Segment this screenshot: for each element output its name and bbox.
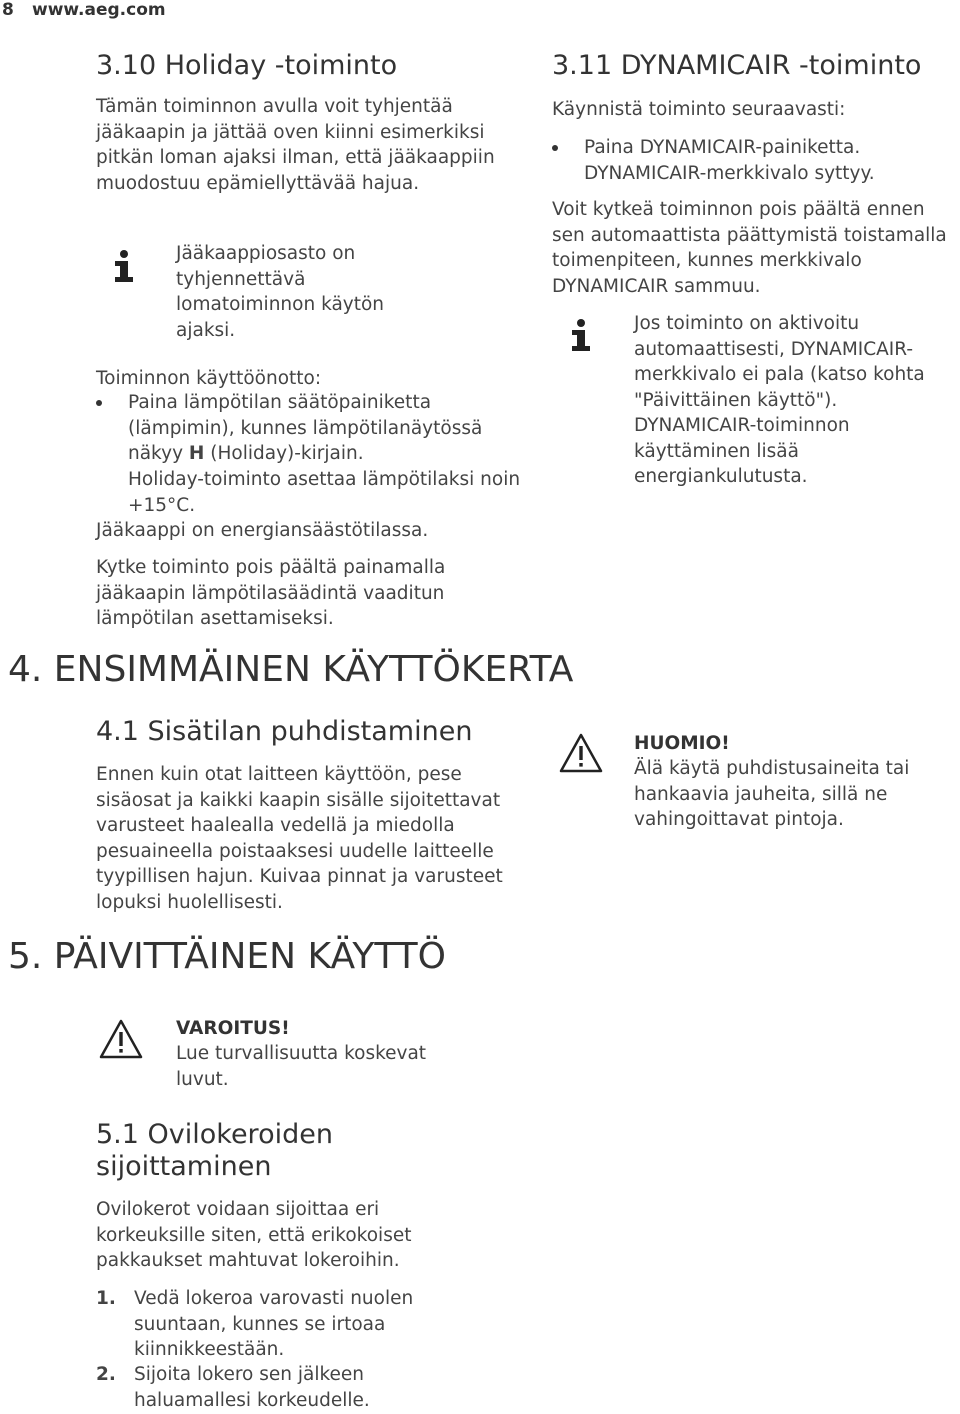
- info-icon: [563, 317, 599, 353]
- warning-icon: [99, 1019, 143, 1059]
- section-3-10-sub1: Holiday-toiminto asettaa lämpötilaksi noin +15°C.: [128, 469, 521, 516]
- section-3-10-bullet: [96, 390, 516, 470]
- section-3-11-stop: Voit kytkeä toiminnon pois päältä ennen sen automaattista päättymistä toistamalla toimenpiteen, kunnes merkkivalo DYNAMICAIR sammuu.: [552, 199, 947, 297]
- bullet-dot: [552, 145, 558, 151]
- step-number: 1.: [96, 1288, 116, 1309]
- info-icon: [106, 248, 142, 284]
- caution-title: HUOMIO!: [634, 733, 730, 754]
- section-3-10-stop: Kytke toiminto pois päältä painamalla jääkaapin lämpötilasäädintä vaaditun lämpötilan asettamiseksi.: [96, 557, 446, 629]
- site-url: www.aeg.com: [32, 0, 166, 20]
- warning-title: VAROITUS!: [176, 1018, 290, 1039]
- section-4-title: 4. ENSIMMÄINEN KÄYTTÖKERTA: [8, 649, 574, 690]
- section-3-11-info-note: Jos toiminto on aktivoitu automaattisesti, DYNAMICAIR-merkkivalo ei pala (katso kohta "Päivittäinen käyttö"). DYNAMICAIR-toiminnon käyttäminen lisää energiankulutusta.: [634, 313, 925, 487]
- warning-text: Lue turvallisuutta koskevat luvut.: [176, 1043, 427, 1090]
- list-item: [96, 1286, 476, 1364]
- section-3-11-sub: DYNAMICAIR-merkkivalo syttyy.: [584, 163, 875, 184]
- section-3-10-start-label: Toiminnon käyttöönotto:: [96, 368, 322, 389]
- bullet-text-pre: Paina lämpötilan säätöpainiketta (lämpimin), kunnes lämpötilanäytössä näkyy: [128, 392, 483, 464]
- section-3-11-start-label: Käynnistä toiminto seuraavasti:: [552, 99, 846, 120]
- section-3-10-intro: Tämän toiminnon avulla voit tyhjentää jääkaapin ja jättää oven kiinni esimerkiksi pitkän loman ajaksi ilman, että jääkaappiin muodostuu epämiellyttävää hajua.: [96, 96, 495, 194]
- section-5-title: 5. PÄIVITTÄINEN KÄYTTÖ: [8, 936, 447, 977]
- section-4-1-text: Ennen kuin otat laitteen käyttöön, pese sisäosat ja kaikki kaapin sisälle sijoitettavat varusteet haalealla vedellä ja miedolla pesuaineella poistaaksesi uudelle laitteelle tyypillisen hajun. Kuivaa pinnat ja varusteet lopuksi huolellisesti.: [96, 764, 503, 913]
- section-3-10-info-note: Jääkaappiosasto on tyhjennettävä lomatoiminnon käytön ajaksi.: [176, 243, 385, 341]
- caution-icon: [559, 733, 603, 773]
- page-number: 8: [2, 0, 14, 20]
- section-3-10-sub2: Jääkaappi on energiansäästötilassa.: [96, 520, 429, 541]
- list-item: [96, 1362, 476, 1414]
- section-3-11-bullet: [552, 135, 952, 161]
- step-text: Vedä lokeroa varovasti nuolen suuntaan, kunnes se irtoaa kiinnikkeestään.: [134, 1288, 414, 1360]
- step-text: Sijoita lokero sen jälkeen haluamallesi korkeudelle.: [134, 1364, 370, 1411]
- bullet-text-post: (Holiday)-kirjain.: [204, 443, 364, 464]
- bullet-dot: [96, 400, 102, 406]
- bullet-text-bold: H: [188, 443, 205, 464]
- section-5-1-text: Ovilokerot voidaan sijoittaa eri korkeuksille siten, että erikokoiset pakkaukset mahtuvat lokeroihin.: [96, 1199, 412, 1271]
- section-3-11-title: 3.11 DYNAMICAIR -toiminto: [552, 50, 922, 81]
- section-3-10-title: 3.10 Holiday -toiminto: [96, 50, 398, 81]
- section-5-1-title: 5.1 Ovilokeroiden sijoittaminen: [96, 1119, 333, 1182]
- section-4-1-title: 4.1 Sisätilan puhdistaminen: [96, 716, 473, 747]
- bullet-text: Paina DYNAMICAIR-painiketta.: [584, 137, 861, 158]
- step-number: 2.: [96, 1364, 116, 1385]
- caution-text: Älä käytä puhdistusaineita tai hankaavia jauheita, sillä ne vahingoittavat pintoja.: [634, 758, 910, 830]
- bullet-text: [128, 390, 513, 467]
